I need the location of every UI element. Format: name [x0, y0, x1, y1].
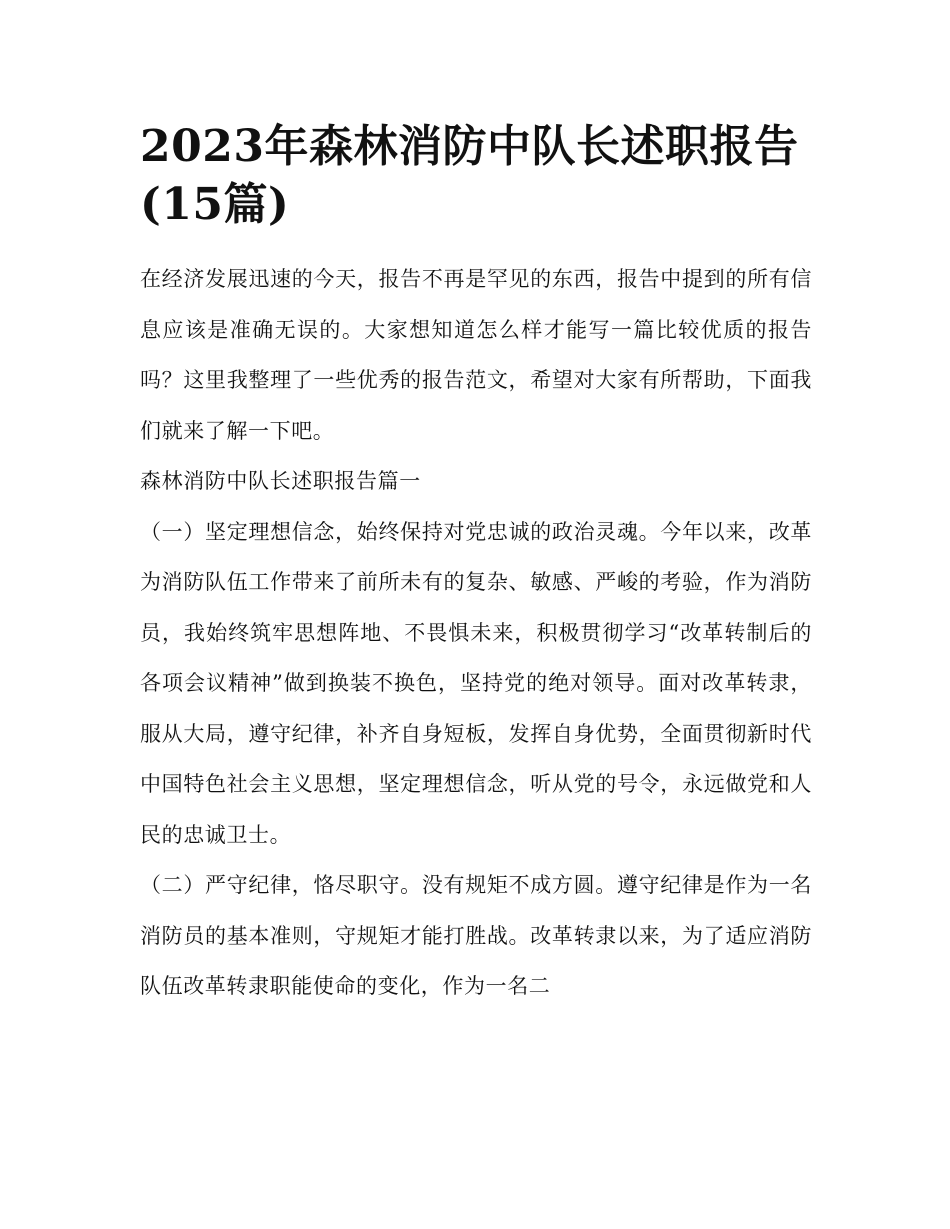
document-body: [140, 254, 812, 1012]
document-page: [140, 118, 812, 1012]
intro-paragraph: 在经济发展迅速的今天，报告不再是罕见的东西，报告中提到的所有信息应该是准确无误的。大家想知道怎么样才能写一篇比较优质的报告吗？这里我整理了一些优秀的报告范文，希望对大家有所帮助，下面我们就来了解一下吧。: [140, 267, 812, 443]
paragraph-1: （一）坚定理想信念，始终保持对党忠诚的政治灵魂。今年以来，改革为消防队伍工作带来了前所未有的复杂、敏感、严峻的考验，作为消防员，我始终筑牢思想阵地、不畏惧未来，积极贯彻学习“改革转制后的各项会议精神”做到换装不换色，坚持党的绝对领导。面对改革转隶，服从大局，遵守纪律，补齐自身短板，发挥自身优势，全面贯彻新时代中国特色社会主义思想，坚定理想信念，听从党的号令，永远做党和人民的忠诚卫士。: [140, 519, 812, 847]
section-heading: 森林消防中队长述职报告篇一: [140, 469, 421, 493]
paragraph-2: （二）严守纪律，恪尽职守。没有规矩不成方圆。遵守纪律是作为一名消防员的基本准则，守规矩才能打胜战。改革转隶以来，为了适应消防队伍改革转隶职能使命的变化，作为一名二: [140, 873, 812, 998]
document-title: 2023年森林消防中队长述职报告(15篇): [140, 121, 799, 230]
